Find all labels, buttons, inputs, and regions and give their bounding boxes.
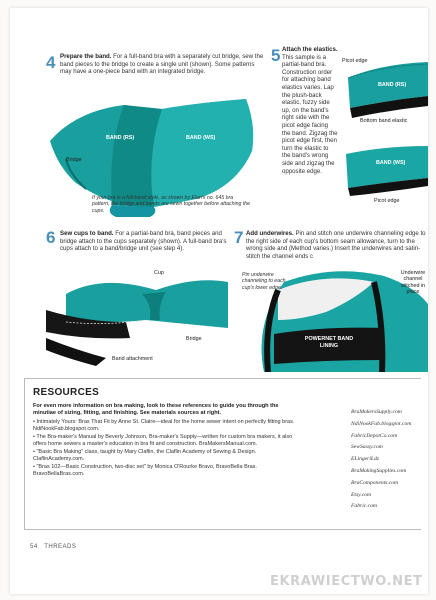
step-4-band-rs-label: BAND (RS) [106, 135, 135, 141]
resources-box [24, 378, 421, 530]
resource-link[interactable]: BraMakersSupply.com [351, 409, 402, 415]
resource-item: • "Bras 102—Basic Construction, two-disc set" by Monica O'Rourke Bravo, BravoBella Bras. BravoBellaBras.com. [33, 463, 257, 477]
resource-link[interactable]: Etsy.com [351, 491, 372, 498]
step-4-caption: If your bra is a full-band style, as shown by Elan's no. 645 bra pattern, the bridge and bands are sewn together before attaching the cups. [92, 195, 251, 214]
resources-intro: For even more information on bra making, look to these references to guide you through the minutiae of sizing, fitting, and finishing. See materials sources at right. [33, 403, 279, 416]
step-5-number: 5 [271, 46, 281, 65]
step-7-heading: Add underwires. [246, 230, 294, 237]
resources-title: RESOURCES [33, 387, 100, 398]
step-5-text [282, 46, 338, 175]
step-6-number: 6 [46, 228, 56, 247]
step-7-photo [234, 264, 428, 372]
resource-link[interactable]: BraMakingSupplies.com [351, 467, 407, 474]
step-7-text [246, 230, 428, 260]
step-5-picot-bottom-label: Picot edge [374, 198, 400, 204]
step-5-photo-top [340, 56, 428, 126]
step-4-bridge-label: Bridge [66, 157, 82, 163]
step-4-heading: Prepare the band. [60, 53, 112, 60]
step-6-cup-label: Cup [154, 270, 164, 276]
step-7-body: Pin and stitch one underwire channeling edge to the right side of each cup's bottom seam allowance, turn to the wrong side and (Method varies.) Insert the underwires and satin-stitch the channel ends c [246, 230, 426, 260]
step-5-heading: Attach the elastics. [282, 46, 338, 53]
watermark-text: EKRAWIECTWO.NET [270, 574, 423, 589]
step-5-bottom-elastic-label: Bottom band elastic [360, 118, 408, 124]
step-6-heading: Sew cups to band. [60, 230, 114, 237]
resources-links [351, 407, 431, 513]
step-4-photo [46, 95, 272, 223]
resources-list [33, 419, 295, 479]
magazine-page [10, 8, 428, 594]
resource-link[interactable]: BraComponents.com [351, 479, 399, 486]
page-number: 54 [30, 544, 38, 550]
step-5-photo-bottom [340, 136, 428, 208]
step-4-body: For a full-band bra with a separately cut bridge, sew the band pieces to the bridge to create a single unit (shown). Some patterns may have a one-piece band with an integrated bridge. [60, 53, 264, 76]
step-5-band-ws-label: BAND (WS) [376, 160, 406, 166]
step-7-underwire-channel-label: Underwire channel stitched in place [400, 270, 426, 296]
magazine-name: THREADS [44, 544, 77, 550]
cups-to-band-illustration [46, 264, 228, 368]
step-7-powernet-label: POWERNET BAND LINING [304, 336, 354, 349]
resource-item: • "Basic Bra Making" class, taught by Mary Claflin, the Claflin Academy of Sewing & Design. ClaflinAcademy.com. [33, 448, 257, 463]
resource-item: • Intimately Yours: Bras That Fit by Anne St. Claire—ideal for the home sewer intent on perfectly fitting bras. NdiNookFab.blogspot.com. [33, 419, 295, 433]
step-6-bridge-label: Bridge [186, 336, 202, 342]
step-6-photo [46, 264, 228, 368]
step-7-pin-channeling-label: Pin underwire channeling to each cup's lower edge. [242, 272, 286, 291]
step-4-band-ws-label: BAND (WS) [186, 135, 216, 141]
step-5-band-rs-label: BAND (RS) [378, 82, 407, 88]
step-4-text [60, 53, 264, 76]
resource-link[interactable]: ELingeriLdz [351, 456, 379, 463]
step-6-band-attachment-label: Band attachment [112, 356, 153, 362]
resource-link[interactable]: Fabric.com [351, 503, 377, 510]
resource-link[interactable]: FabricDepotCo.com [351, 432, 398, 439]
step-5-picot-top-label: Picot edge [342, 58, 368, 64]
step-6-body: For a partial-band bra, band pieces and bridge attach to the cups separately (shown). A full-band bra's cups attach to a band/bridge unit (see step 4). [60, 230, 227, 253]
resource-link[interactable]: SewSassy.com [351, 444, 383, 451]
step-7-number: 7 [234, 228, 244, 247]
page-footer [30, 544, 76, 550]
step-6-text [60, 230, 232, 253]
step-5-body: This sample is a partial-band bra. Construction order for attaching band elastics varies. Lap the plush-back elastic, fuzzy side up, on the band's right side with the picot edge facing the band. Zigzag the picot edge first, then turn the elastic to the band's wrong side and zigzag the opposite edge. [282, 53, 338, 175]
resource-item: • The Bra-maker's Manual by Beverly Johnson, Bra-maker's Supply—written for custom bra makers, it also offers home sewers a master's education in bra fit and construction. BraMakersManual.com. [33, 433, 293, 448]
step-4-number: 4 [46, 53, 56, 72]
resource-link[interactable]: NdiNookFab.blogspot.com [351, 420, 412, 427]
